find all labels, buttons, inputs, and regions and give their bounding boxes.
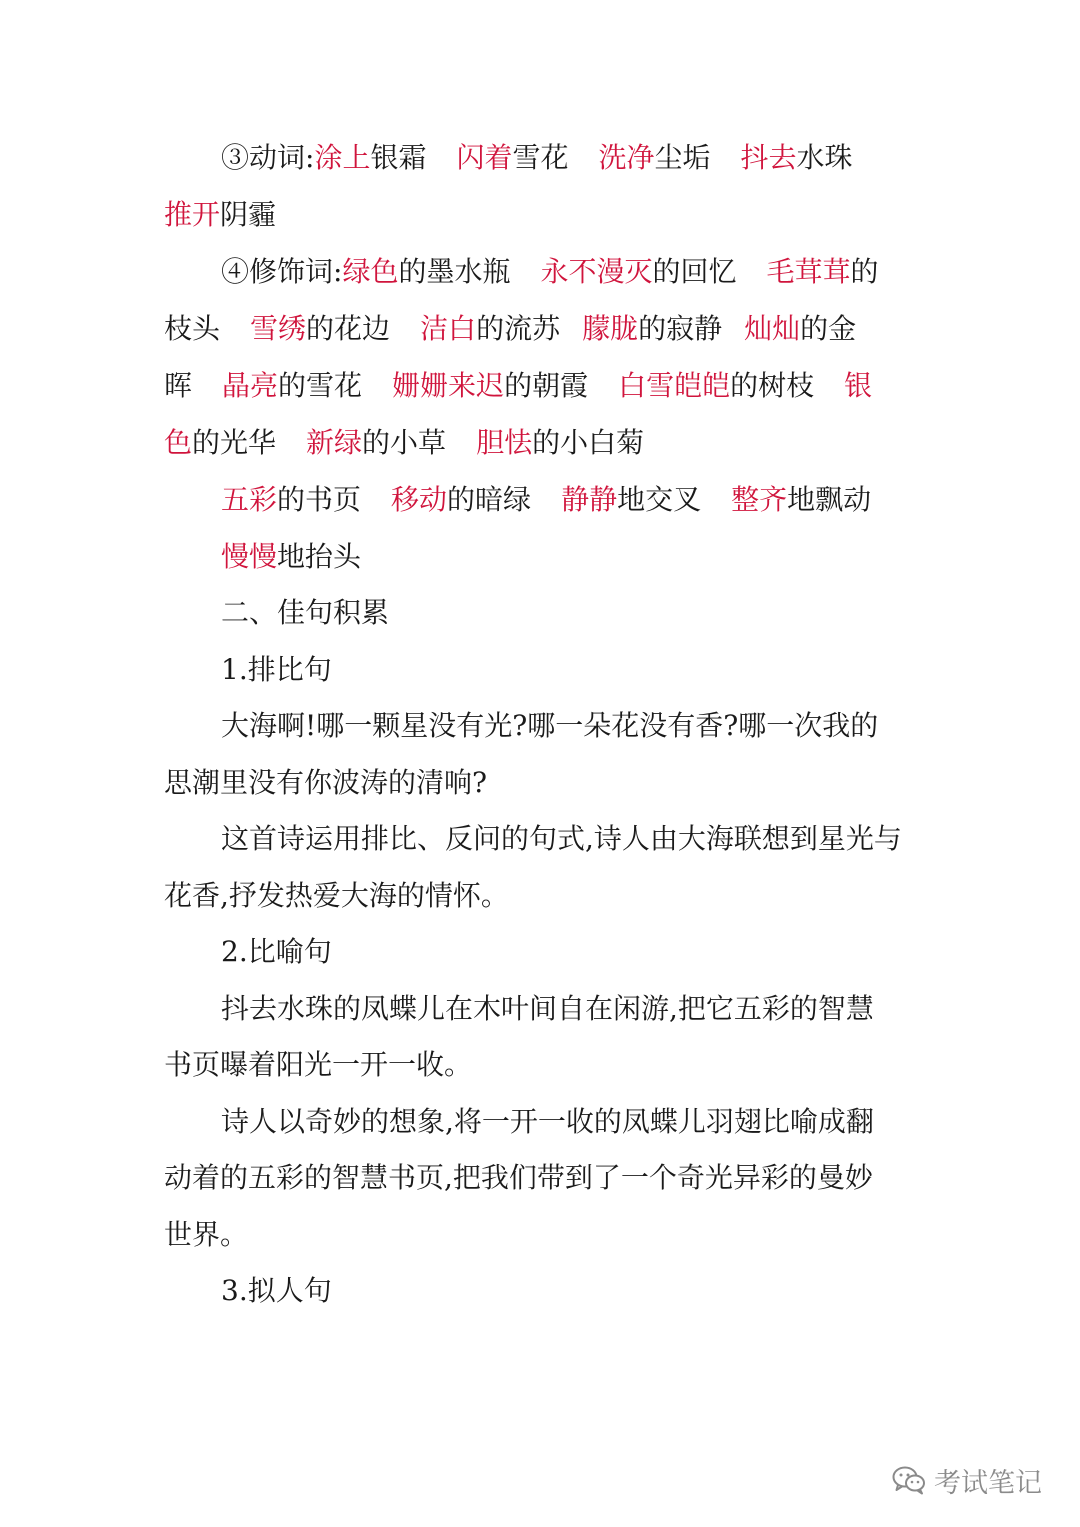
plain-word: 银霜 (370, 141, 427, 174)
plain-word: 的小白菊 (532, 426, 645, 459)
plain-word: 的 (850, 255, 879, 288)
quote-line: 大海啊!哪一颗星没有光?哪一朵花没有香?哪一次我的 (221, 709, 879, 742)
highlight-word: 胆怯 (476, 426, 533, 459)
plain-word: 枝头 (164, 312, 221, 345)
section-heading: 二、佳句积累 (221, 596, 390, 629)
highlight-word: 抖去 (740, 141, 797, 174)
verbs-line-1 (221, 138, 853, 178)
plain-word: 的光华 (192, 426, 277, 459)
highlight-word: 新绿 (306, 426, 363, 459)
quote-line: 书页曝着阳光一开一收。 (164, 1048, 473, 1081)
plain-word: 的朝霞 (504, 369, 589, 402)
note-line: 这首诗运用排比、反问的句式,诗人由大海联想到星光与 (221, 822, 902, 855)
watermark (892, 1460, 1042, 1500)
plain-word: 水珠 (796, 141, 853, 174)
wechat-icon (892, 1465, 926, 1495)
modifiers-line-6 (221, 537, 361, 577)
highlight-word: 静静 (561, 483, 618, 516)
plain-word: 地抬头 (277, 540, 362, 573)
subsection-heading-personification: 3.拟人句 (221, 1274, 332, 1307)
highlight-word: 色 (164, 426, 193, 459)
plain-word: 阴霾 (220, 198, 277, 231)
highlight-word: 洁白 (420, 312, 477, 345)
modifiers-line-3 (164, 366, 872, 406)
watermark-text: 考试笔记 (934, 1467, 1042, 1499)
highlight-word: 闪着 (456, 141, 513, 174)
highlight-word: 姗姗来迟 (392, 369, 505, 402)
verbs-prefix: ③动词: (221, 141, 315, 174)
plain-word: 地交叉 (617, 483, 702, 516)
note-line: 动着的五彩的智慧书页,把我们带到了一个奇光异彩的曼妙 (164, 1161, 873, 1194)
highlight-word: 五彩 (221, 483, 278, 516)
subsection-heading-metaphor: 2.比喻句 (221, 935, 332, 968)
plain-word: 地飘动 (787, 483, 872, 516)
verbs-line-2 (164, 195, 276, 235)
plain-word: 的雪花 (278, 369, 363, 402)
modifiers-prefix: ④修饰词: (221, 255, 343, 288)
plain-word: 的金 (800, 312, 857, 345)
plain-word: 雪花 (512, 141, 569, 174)
note-line: 诗人以奇妙的想象,将一开一收的凤蝶儿羽翅比喻成翻 (221, 1105, 874, 1138)
plain-word: 的寂静 (638, 312, 723, 345)
plain-word: 的书页 (277, 483, 362, 516)
highlight-word: 朦胧 (582, 312, 639, 345)
highlight-word: 灿灿 (744, 312, 801, 345)
modifiers-line-2 (164, 309, 856, 349)
plain-word: 的花边 (306, 312, 391, 345)
plain-word: 的墨水瓶 (398, 255, 511, 288)
plain-word: 的小草 (362, 426, 447, 459)
note-line: 世界。 (164, 1218, 249, 1251)
highlight-word: 绿色 (342, 255, 399, 288)
highlight-word: 慢慢 (221, 540, 278, 573)
highlight-word: 银 (844, 369, 873, 402)
modifiers-line-1 (221, 252, 879, 292)
subsection-heading-parallelism: 1.排比句 (221, 653, 332, 686)
highlight-word: 晶亮 (222, 369, 279, 402)
highlight-word: 毛茸茸 (766, 255, 851, 288)
highlight-word: 白雪皑皑 (618, 369, 731, 402)
plain-word: 的暗绿 (447, 483, 532, 516)
highlight-word: 整齐 (731, 483, 788, 516)
plain-word: 的树枝 (730, 369, 815, 402)
highlight-word: 涂上 (314, 141, 371, 174)
plain-word: 晖 (164, 369, 193, 402)
highlight-word: 洗净 (598, 141, 655, 174)
note-line: 花香,抒发热爱大海的情怀。 (164, 879, 509, 912)
quote-line: 思潮里没有你波涛的清响? (164, 766, 488, 799)
highlight-word: 雪绣 (250, 312, 307, 345)
quote-line: 抖去水珠的凤蝶儿在木叶间自在闲游,把它五彩的智慧 (221, 992, 874, 1025)
modifiers-line-5 (221, 480, 871, 520)
plain-word: 的回忆 (652, 255, 737, 288)
highlight-word: 永不漫灭 (540, 255, 653, 288)
highlight-word: 推开 (164, 198, 221, 231)
plain-word: 尘垢 (654, 141, 711, 174)
modifiers-line-4 (164, 423, 644, 463)
plain-word: 的流苏 (476, 312, 561, 345)
highlight-word: 移动 (391, 483, 448, 516)
